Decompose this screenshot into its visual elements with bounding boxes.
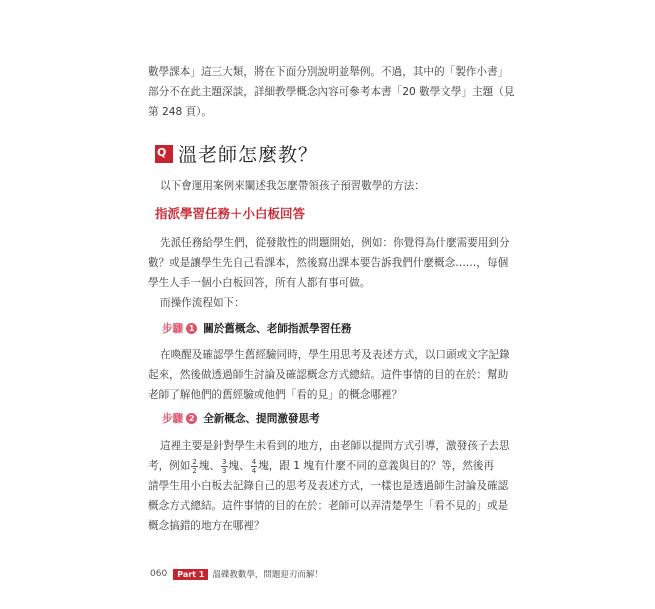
paragraph-3: 這裡主要是針對學生未看到的地方，由老師以提問方式引導，激發孩子去思 考，例如 $\frac{2}{2}$ 塊、 $\frac{3}{3}$ 塊、 $\frac{4}{4}$ 塊，跟 1 塊有什麼不同的意義與目的？等，然後再 請學生用小白板去記錄自己的思考及表述方式，一樣也是透過師生討論及確認 概念方式總結。這件事情的目的在於：老師可以弄清楚學生「看不見的」或是 概念搞錯的地方在哪裡？: [148, 440, 510, 532]
section-heading: [155, 140, 318, 167]
part-title: 溫碟教數學，問題迎刃而解！: [212, 570, 323, 580]
intro-line: 數學課本」這三大類，將在下面分別說明並舉例。不過，其中的「製作小書」: [148, 66, 509, 78]
page-number: 060: [150, 569, 168, 579]
intro-paragraph: [148, 62, 515, 122]
subheading: 指派學習任務＋小白板回答: [155, 206, 306, 221]
step-number-badge: 2: [186, 413, 197, 424]
fraction: $\frac{2}{2}$: [192, 457, 197, 475]
paragraph-1: 先派任務給學生們，從發散性的問題開始，例如：你覺得為什麼需要用到分 數？或是讓學生先自己看課本，然後寫出課本要告訴我們什麼概念……，每個 學生人手一個小白板回答，所有人都有事可做。 而操作流程如下：: [148, 237, 510, 309]
lead-paragraph: 以下會運用案例來闡述我怎麼帶領孩子預習數學的方法：: [160, 180, 425, 192]
section-title: 溫老師怎麼教？: [178, 144, 319, 166]
fraction: $\frac{4}{4}$: [251, 457, 257, 475]
section-logo-icon: Q: [155, 145, 173, 163]
step-2-heading: 步驟 2 全新概念、提問激發思考: [162, 413, 320, 425]
page-footer: [150, 568, 323, 580]
intro-line: 第 248 頁）。: [148, 106, 213, 118]
fraction: $\frac{3}{3}$: [222, 457, 227, 475]
intro-line: 部分不在此主題深談，詳細教學概念內容可參考本書「20 數學文學」主題（見: [148, 86, 515, 98]
paragraph-2: 在喚醒及確認學生舊經驗同時，學生用思考及表述方式，以口頭或文字記錄 起來，然後做透過師生討論及確認概念方式總結。這件事情的目的在於：幫助 老師了解他們的舊經驗或他們「看的見」的概念哪裡？: [148, 349, 510, 401]
step-number-badge: 1: [186, 323, 197, 334]
step-1-heading: 步驟 1 關於舊概念、老師指派學習任務: [162, 323, 352, 335]
fraction-line: 考，例如 $\frac{2}{2}$ 塊、 $\frac{3}{3}$ 塊、 $\frac{4}{4}$ 塊，跟 1 塊有什麼不同的意義與目的？等，然後再: [148, 457, 495, 475]
part-badge: Part 1: [173, 569, 208, 580]
